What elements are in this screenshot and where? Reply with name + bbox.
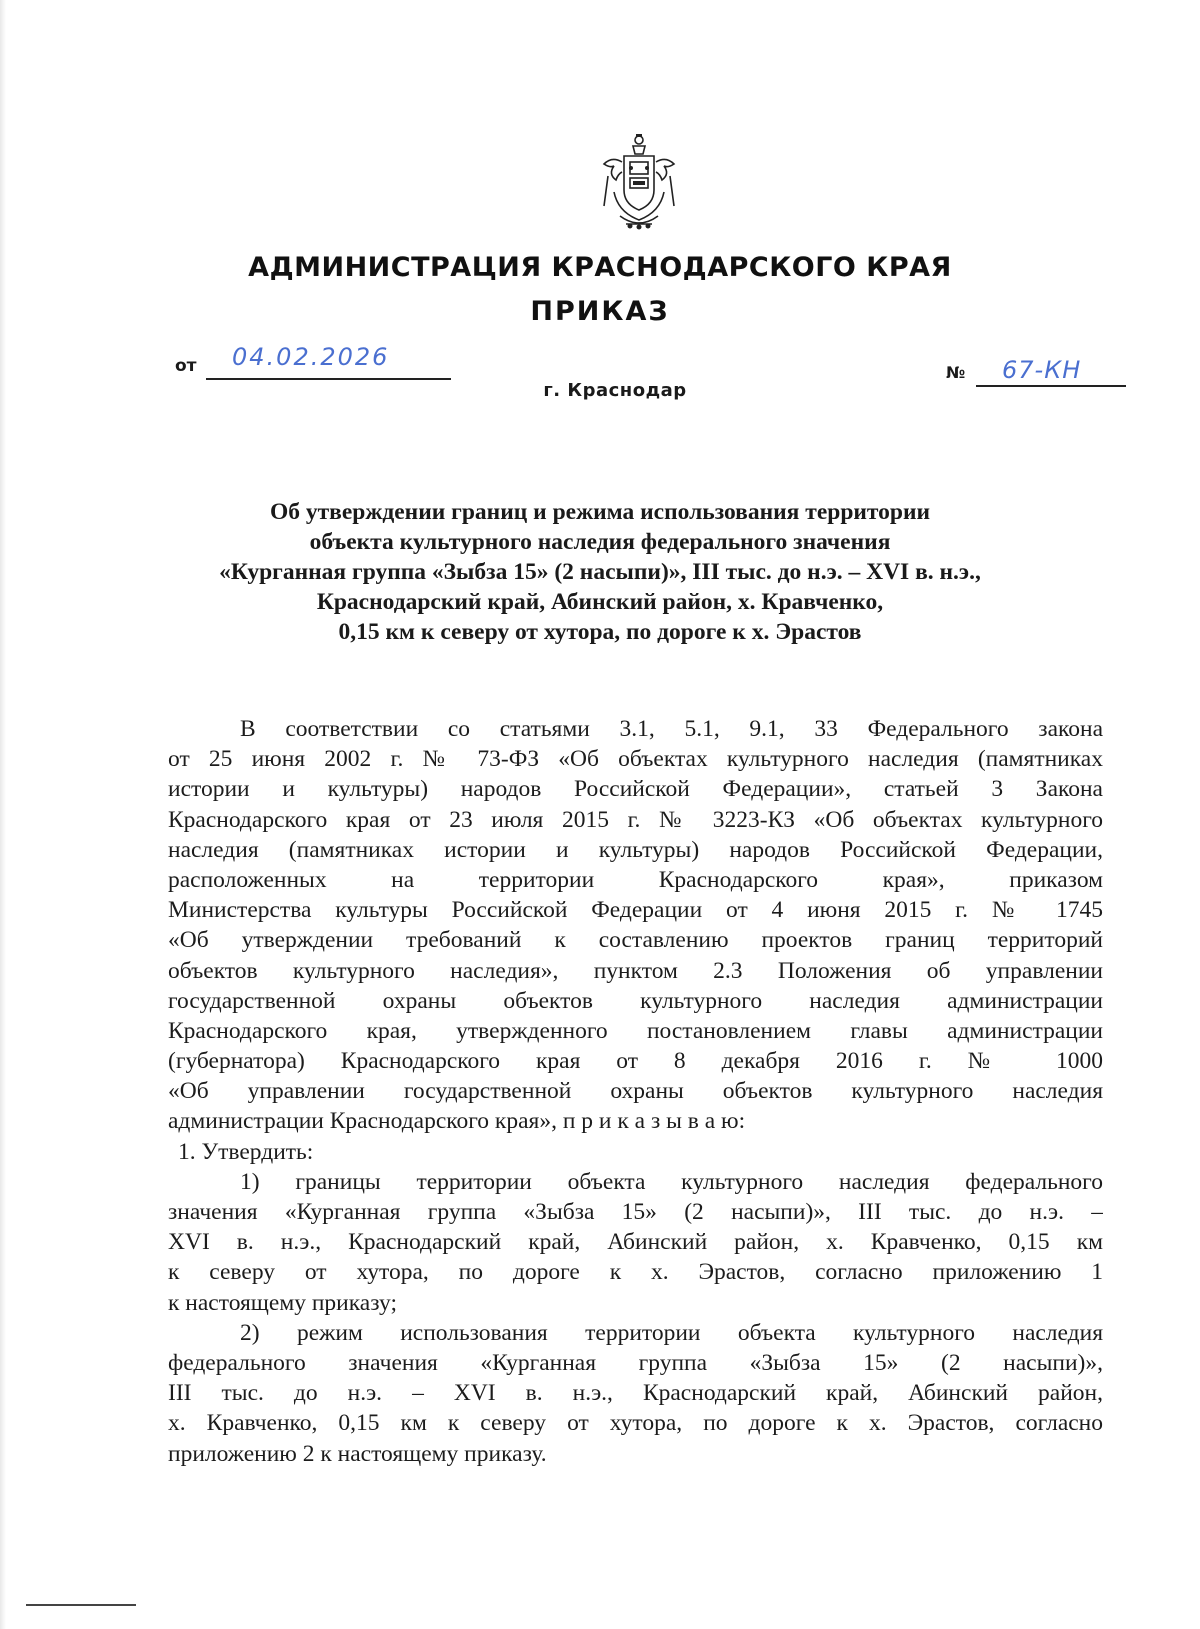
- body-line: Краснодарского края, утвержденного постановлением главы администрации: [168, 1017, 1103, 1044]
- date-value: 04.02.2026: [232, 343, 390, 371]
- date-label: от: [175, 356, 197, 376]
- body-line: 2) режим использования территории объекта культурного наследия: [240, 1319, 1103, 1346]
- title-line: 0,15 км к северу от хутора, по дороге к х. Эрастов: [338, 619, 862, 645]
- body-line: Краснодарского края от 23 июля 2015 г. № 3223-КЗ «Об объектах культурного: [168, 806, 1103, 833]
- body-line: наследия (памятниках истории и культуры) народов Российской Федерации,: [168, 836, 1103, 863]
- body-line: к северу от хутора, по дороге к х. Эрастов, согласно приложению 1: [168, 1259, 1103, 1286]
- scan-edge-shadow: [0, 0, 6, 1629]
- document-type: ПРИКАЗ: [530, 296, 670, 327]
- body-line: истории и культуры) народов Российской Федерации», статьей 3 Закона: [168, 776, 1103, 803]
- body-line: от 25 июня 2002 г. № 73-ФЗ «Об объектах культурного наследия (памятниках: [168, 746, 1103, 773]
- title-line: объекта культурного наследия федерального значения: [309, 529, 891, 555]
- number-label: №: [946, 363, 966, 382]
- scan-artifact-line: [26, 1604, 136, 1606]
- document-title: [150, 497, 1050, 647]
- body-line: 1. Утвердить:: [178, 1138, 314, 1165]
- body-line: (губернатора) Краснодарского края от 8 декабря 2016 г. № 1000: [168, 1048, 1103, 1075]
- coat-of-arms-icon: [600, 132, 678, 232]
- body-line: к настоящему приказу;: [168, 1289, 397, 1316]
- body-line: объектов культурного наследия», пунктом 2.3 Положения об управлении: [168, 957, 1103, 984]
- title-line: «Курганная группа «Зыбза 15» (2 насыпи)», III тыс. до н.э. – XVI в. н.э.,: [219, 559, 981, 585]
- body-line: Министерства культуры Российской Федерации от 4 июня 2015 г. № 1745: [168, 897, 1103, 924]
- body-line: 1) границы территории объекта культурного наследия федерального: [240, 1168, 1103, 1195]
- title-line: Краснодарский край, Абинский район, х. Кравченко,: [316, 589, 884, 615]
- body-line: приложению 2 к настоящему приказу.: [168, 1440, 547, 1467]
- body-line: «Об утверждении требований к составлению проектов границ территорий: [168, 927, 1103, 954]
- body-line: значения «Курганная группа «Зыбза 15» (2 насыпи)», III тыс. до н.э. –: [168, 1199, 1103, 1225]
- body-line: расположенных на территории Краснодарского края», приказом: [168, 866, 1103, 893]
- body-line: х. Кравченко, 0,15 км к северу от хутора, по дороге к х. Эрастов, согласно: [168, 1410, 1103, 1437]
- document-body: [168, 714, 1103, 1469]
- title-line: Об утверждении границ и режима использования территории: [269, 499, 931, 525]
- city-name: г. Краснодар: [543, 380, 687, 401]
- organization-name: АДМИНИСТРАЦИЯ КРАСНОДАРСКОГО КРАЯ: [248, 252, 952, 283]
- body-line: В соответствии со статьями 3.1, 5.1, 9.1, 33 Федерального закона: [240, 716, 1103, 742]
- body-line: XVI в. н.э., Краснодарский край, Абинский район, х. Кравченко, 0,15 км: [168, 1229, 1103, 1256]
- body-line: «Об управлении государственной охраны объектов культурного наследия: [168, 1078, 1103, 1105]
- body-line: администрации Краснодарского края», п р и к а з ы в а ю:: [168, 1108, 746, 1135]
- body-line: федерального значения «Курганная группа «Зыбза 15» (2 насыпи)»,: [168, 1349, 1103, 1376]
- body-line: III тыс. до н.э. – XVI в. н.э., Краснодарский край, Абинский район,: [168, 1380, 1103, 1407]
- number-value: 67-КН: [1002, 356, 1082, 384]
- body-line: государственной охраны объектов культурного наследия администрации: [168, 987, 1103, 1014]
